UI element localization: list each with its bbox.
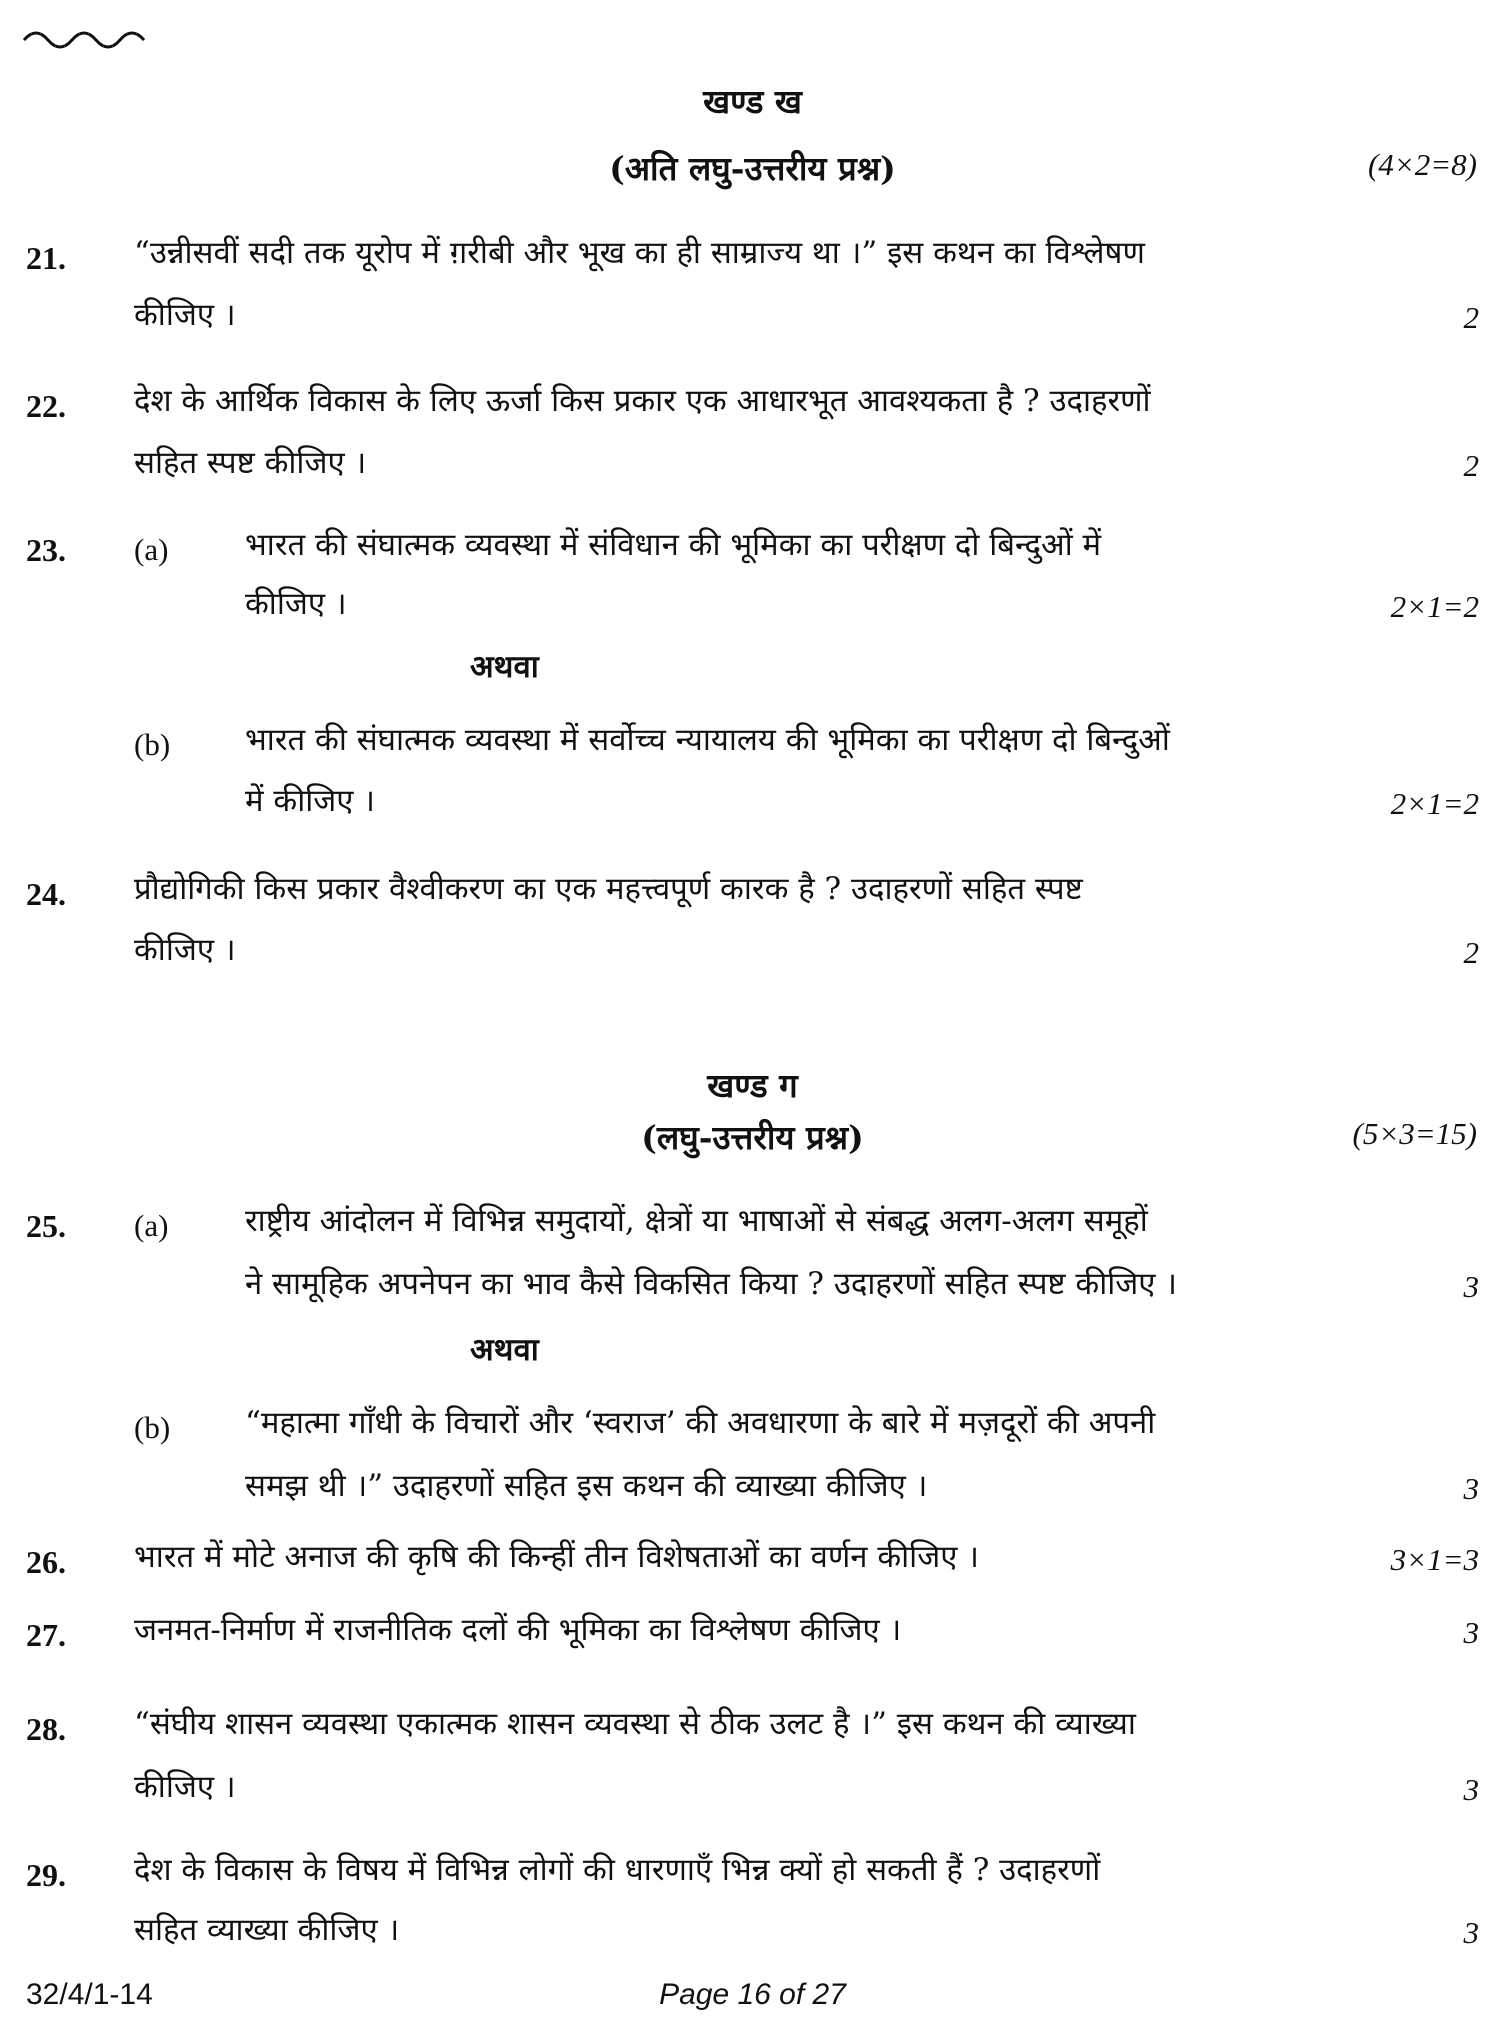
section-c-marks: (5×3=15) <box>1352 1116 1477 1151</box>
question-number: 23. <box>26 532 66 568</box>
page-number: Page 16 of 27 <box>659 1978 846 2011</box>
question-marks: 3 <box>1463 1915 1479 1950</box>
option-label: (a) <box>134 1208 169 1243</box>
question-number: 25. <box>26 1208 66 1244</box>
question-text: “महात्मा गाँधी के विचारों और ‘स्वराज’ की अवधारणा के बारे में मज़दूरों की अपनी <box>245 1405 1156 1441</box>
question-marks: 2×1=2 <box>1390 589 1479 624</box>
question-marks: 3 <box>1463 1772 1479 1807</box>
question-text: कीजिए । <box>134 1769 236 1805</box>
question-text: देश के विकास के विषय में विभिन्न लोगों की धारणाएँ भिन्न क्यों हो सकती हैं ? उदाहरणों <box>134 1852 1101 1888</box>
option-label: (a) <box>134 532 169 567</box>
question-number: 22. <box>26 388 66 424</box>
question-text: सहित व्याख्या कीजिए । <box>134 1912 400 1948</box>
section-c-title: खण्ड ग <box>707 1066 798 1105</box>
question-text: “उन्नीसवीं सदी तक यूरोप में ग़रीबी और भूख का ही साम्राज्य था ।” इस कथन का विश्लेषण <box>134 235 1145 271</box>
question-marks: 2 <box>1463 935 1479 970</box>
question-text: सहित स्पष्ट कीजिए । <box>134 445 367 481</box>
question-text: जनमत-निर्माण में राजनीतिक दलों की भूमिका का विश्लेषण कीजिए । <box>134 1612 902 1648</box>
question-text: देश के आर्थिक विकास के लिए ऊर्जा किस प्रकार एक आधारभूत आवश्यकता है ? उदाहरणों <box>134 383 1151 419</box>
question-text: “संघीय शासन व्यवस्था एकात्मक शासन व्यवस्था से ठीक उलट है ।” इस कथन की व्याख्या <box>134 1706 1136 1742</box>
question-number: 29. <box>26 1857 66 1893</box>
section-b-marks: (4×2=8) <box>1368 147 1477 182</box>
question-marks: 2 <box>1463 300 1479 335</box>
question-number: 21. <box>26 240 66 276</box>
question-text: भारत में मोटे अनाज की कृषि की किन्हीं तीन विशेषताओं का वर्णन कीजिए । <box>134 1539 979 1575</box>
question-marks: 2×1=2 <box>1390 786 1479 821</box>
question-marks: 3 <box>1463 1615 1479 1650</box>
question-text: में कीजिए । <box>245 783 376 819</box>
question-text: कीजिए । <box>245 586 347 622</box>
option-label: (b) <box>134 1410 171 1445</box>
question-marks: 3 <box>1463 1471 1479 1506</box>
or-label: अथवा <box>470 1332 539 1368</box>
section-b-subtitle: (अति लघु-उत्तरीय प्रश्न) <box>609 149 896 188</box>
option-label: (b) <box>134 727 171 762</box>
question-number: 24. <box>26 876 66 912</box>
question-text: कीजिए । <box>134 297 236 333</box>
question-text: राष्ट्रीय आंदोलन में विभिन्न समुदायों, क्षेत्रों या भाषाओं से संबद्ध अलग-अलग समूहों <box>245 1203 1148 1239</box>
section-b-title: खण्ड ख <box>703 82 802 121</box>
question-marks: 3×1=3 <box>1390 1542 1479 1577</box>
question-number: 26. <box>26 1544 66 1580</box>
wave-mark-icon <box>22 22 162 52</box>
question-number: 28. <box>26 1711 66 1747</box>
question-text: भारत की संघात्मक व्यवस्था में संविधान की भूमिका का परीक्षण दो बिन्दुओं में <box>245 527 1102 563</box>
question-marks: 3 <box>1463 1269 1479 1304</box>
question-text: ने सामूहिक अपनेपन का भाव कैसे विकसित किया ? उदाहरणों सहित स्पष्ट कीजिए । <box>245 1266 1177 1302</box>
question-marks: 2 <box>1463 448 1479 483</box>
question-number: 27. <box>26 1617 66 1653</box>
or-label: अथवा <box>470 649 539 685</box>
question-text: भारत की संघात्मक व्यवस्था में सर्वोच्च न्यायालय की भूमिका का परीक्षण दो बिन्दुओं <box>245 722 1170 758</box>
section-c-subtitle: (लघु-उत्तरीय प्रश्न) <box>641 1118 864 1157</box>
question-text: प्रौद्योगिकी किस प्रकार वैश्वीकरण का एक महत्त्वपूर्ण कारक है ? उदाहरणों सहित स्पष्ट <box>134 871 1083 907</box>
paper-code: 32/4/1-14 <box>26 1978 153 2011</box>
question-text: कीजिए । <box>134 932 236 968</box>
question-text: समझ थी ।” उदाहरणों सहित इस कथन की व्याख्या कीजिए । <box>245 1468 928 1504</box>
